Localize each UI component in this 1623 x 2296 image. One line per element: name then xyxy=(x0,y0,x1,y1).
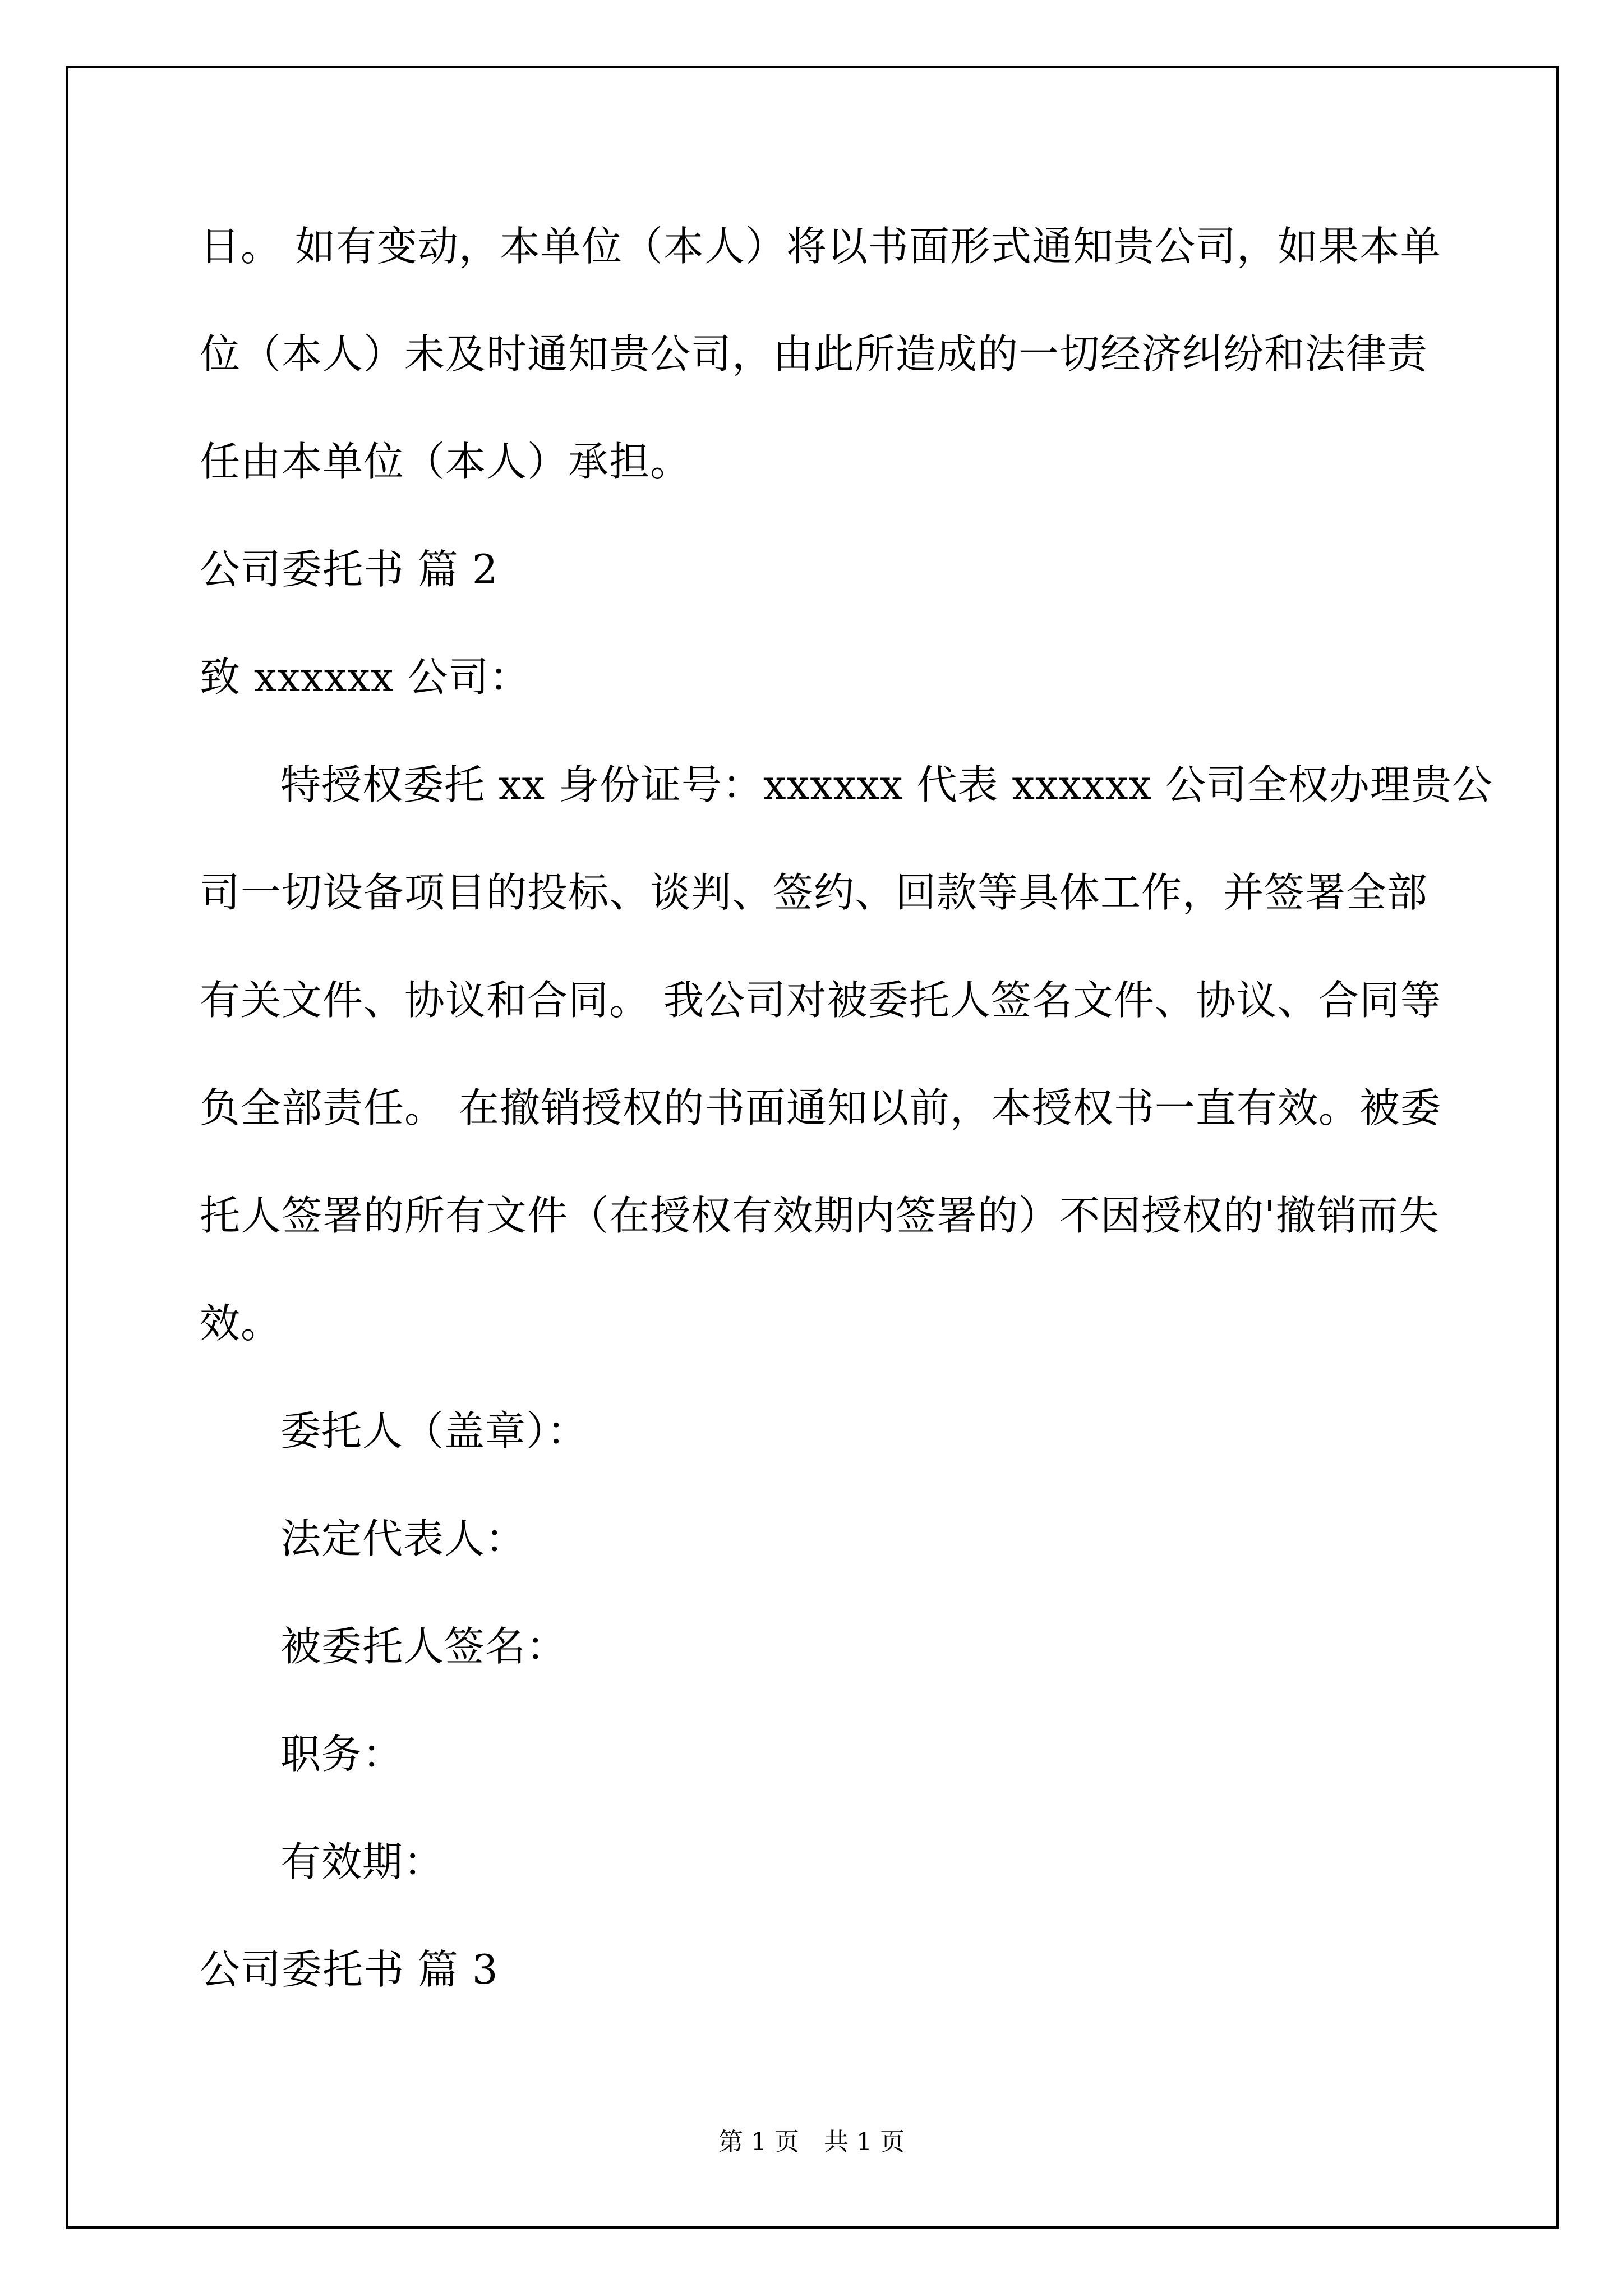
signature-field-validity: 有效期： xyxy=(280,1838,445,1885)
section-heading: 公司委托书 篇 3 xyxy=(200,1946,499,1993)
page-footer: 第 1 页 共 1 页 xyxy=(718,2128,905,2156)
paragraph-line: 位（本人）未及时通知贵公司，由此所造成的一切经济纠纷和法律责 xyxy=(200,330,1428,378)
paragraph-line: 日。 如有变动，本单位（本人）将以书面形式通知贵公司，如果本单 xyxy=(200,223,1441,270)
signature-field-principal: 委托人（盖章）： xyxy=(280,1407,588,1455)
signature-field-position: 职务： xyxy=(280,1731,404,1778)
signature-field-agent: 被委托人签名： xyxy=(280,1623,568,1670)
paragraph-line: 负全部责任。 在撤销授权的书面通知以前，本授权书一直有效。被委 xyxy=(200,1084,1441,1131)
section-heading: 公司委托书 篇 2 xyxy=(200,546,499,593)
page-border xyxy=(66,66,1559,2229)
paragraph-line: 效。 xyxy=(200,1300,282,1347)
signature-field-legal-rep: 法定代表人： xyxy=(280,1515,527,1562)
paragraph-line: 任由本单位（本人）承担。 xyxy=(200,438,691,485)
salutation: 致 xxxxxx 公司： xyxy=(200,654,531,701)
paragraph-line: 托人签署的所有文件（在授权有效期内签署的）不因授权的'撤销而失 xyxy=(200,1192,1440,1239)
paragraph-line: 有关文件、协议和合同。 我公司对被委托人签名文件、协议、合同等 xyxy=(200,977,1441,1024)
paragraph-line: 司一切设备项目的投标、谈判、签约、回款等具体工作，并签署全部 xyxy=(200,869,1428,916)
paragraph-line: 特授权委托 xx 身份证号：xxxxxx 代表 xxxxxx 公司全权办理贵公 xyxy=(280,761,1493,808)
